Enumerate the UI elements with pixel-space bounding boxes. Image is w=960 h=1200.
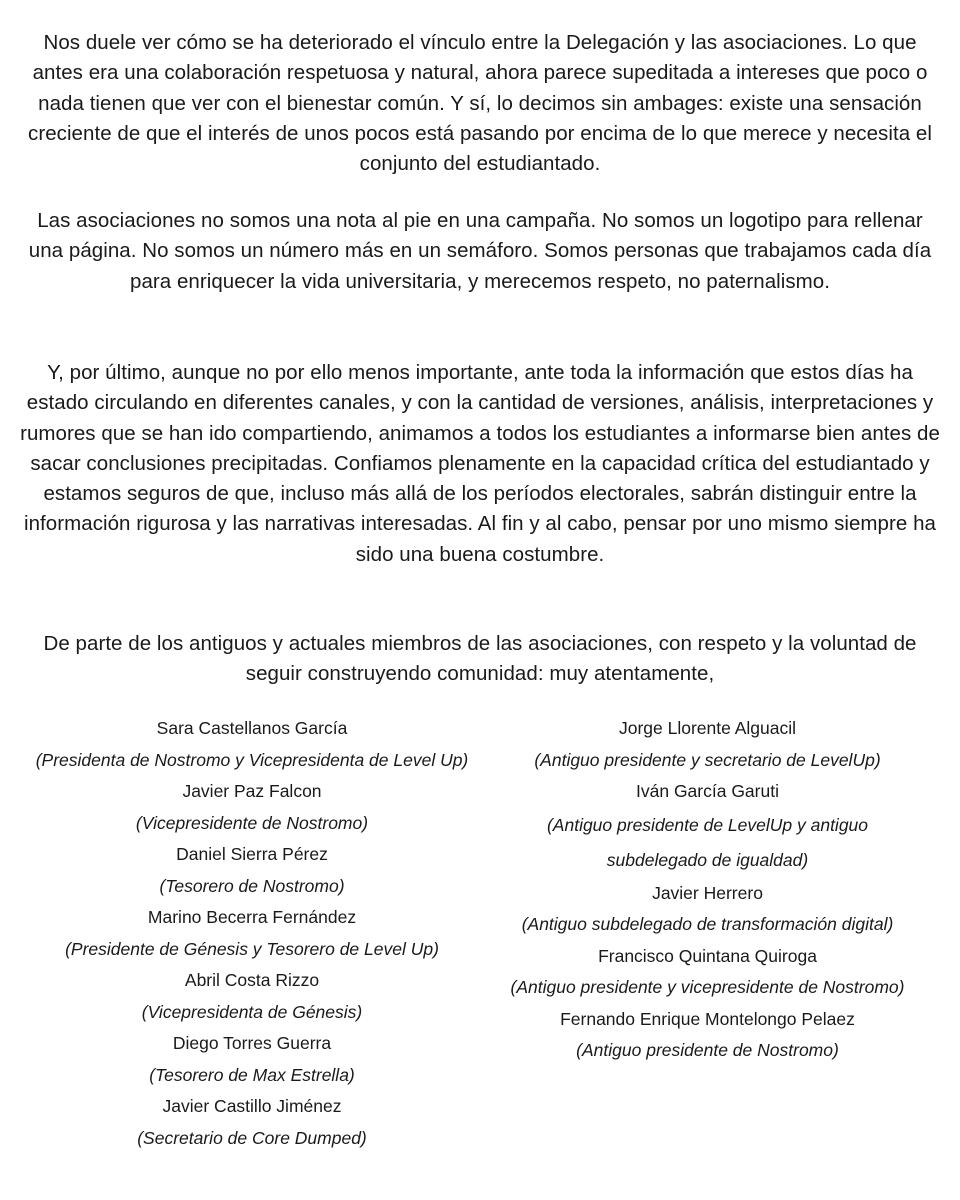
signatory (22, 713, 482, 776)
signatory-role: (Presidenta de Nostromo y Vicepresidenta de Level Up) (35, 749, 469, 770)
signatory-role: (Tesorero de Nostromo) (159, 875, 345, 896)
paragraph-information: Y, por último, aunque no por ello menos importante, ante toda la información que estos días ha estado circulando en diferentes canales, y con la cantidad de versiones, análisis, interpretaciones y rumores que se han ido compartiendo, animamos a todos los estudiantes a informarse bien antes de sacar conclusiones precipitadas. Confiamos plenamente en la capacidad crítica del estudiantado y estamos seguros de que, incluso más allá de los períodos electorales, sabrán distinguir entre la información rigurosa y las narrativas interesadas. Al fin y al cabo, pensar por uno mismo siempre ha sido una buena costumbre. (20, 361, 940, 566)
signatory (22, 839, 482, 902)
signatory-role: (Antiguo subdelegado de transformación digital) (521, 914, 894, 934)
signatory-role: (Antiguo presidente y secretario de LevelUp) (534, 749, 881, 770)
signatory-role: (Antiguo presidente de Nostromo) (576, 1040, 839, 1060)
signatory-role: (Secretario de Core Dumped) (137, 1127, 367, 1148)
signatory-name: Sara Castellanos García (156, 718, 348, 738)
signatory (485, 941, 930, 1004)
signatory-role: (Antiguo presidente y vicepresidente de Nostromo) (510, 977, 905, 997)
signatory-name: Francisco Quintana Quiroga (598, 945, 817, 966)
signatory (485, 713, 930, 776)
signatories-right-column (485, 713, 930, 1067)
signatory-name: Javier Paz Falcon (182, 781, 322, 801)
signatory-role: (Vicepresidente de Nostromo) (135, 812, 369, 833)
signatory-name: Javier Herrero (652, 882, 763, 903)
signatory (22, 1028, 482, 1091)
signatory-name: Diego Torres Guerra (172, 1033, 332, 1053)
paragraph-closing: De parte de los antiguos y actuales miembros de las asociaciones, con respeto y la voluntad de seguir construyendo comunidad: muy atentamente, (43, 632, 917, 686)
signatory (485, 1004, 930, 1067)
signatory-name: Iván García Garuti (636, 781, 779, 801)
signatory (22, 902, 482, 965)
signatory-name: Jorge Llorente Alguacil (618, 718, 797, 738)
signatory (485, 776, 930, 878)
signatories-left-column (22, 713, 482, 1154)
paragraph-relationship: Nos duele ver cómo se ha deteriorado el vínculo entre la Delegación y las asociaciones. Lo que antes era una colaboración respetuosa y natural, ahora parece supeditada a intereses que poco o nada tienen que ver con el bienestar común. Y sí, lo decimos sin ambages: existe una sensación creciente de que el interés de unos pocos está pasando por encima de lo que merece y necesita el conjunto del estudiantado. (28, 31, 932, 176)
signatory (22, 1091, 482, 1154)
signatory-name: Fernando Enrique Montelongo Pelaez (560, 1008, 855, 1029)
signatory-role: (Antiguo presidente de LevelUp y antiguo subdelegado de igualdad) (546, 814, 869, 870)
signatory-role: (Tesorero de Max Estrella) (149, 1064, 355, 1085)
signatory (22, 965, 482, 1028)
signatory-name: Marino Becerra Fernández (147, 907, 357, 927)
signatory (485, 878, 930, 941)
signatory-role: (Presidente de Génesis y Tesorero de Level Up) (65, 938, 439, 959)
paragraph-respect: Las asociaciones no somos una nota al pie en una campaña. No somos un logotipo para rellenar una página. No somos un número más en un semáforo. Somos personas que trabajamos cada día para enriquecer la vida universitaria, y merecemos respeto, no paternalismo. (28, 209, 932, 293)
signatory-name: Javier Castillo Jiménez (162, 1096, 342, 1116)
signatory-name: Daniel Sierra Pérez (176, 844, 328, 864)
signatory-name: Abril Costa Rizzo (184, 970, 320, 990)
signatory-role: (Vicepresidenta de Génesis) (141, 1001, 363, 1022)
signatory (22, 776, 482, 839)
